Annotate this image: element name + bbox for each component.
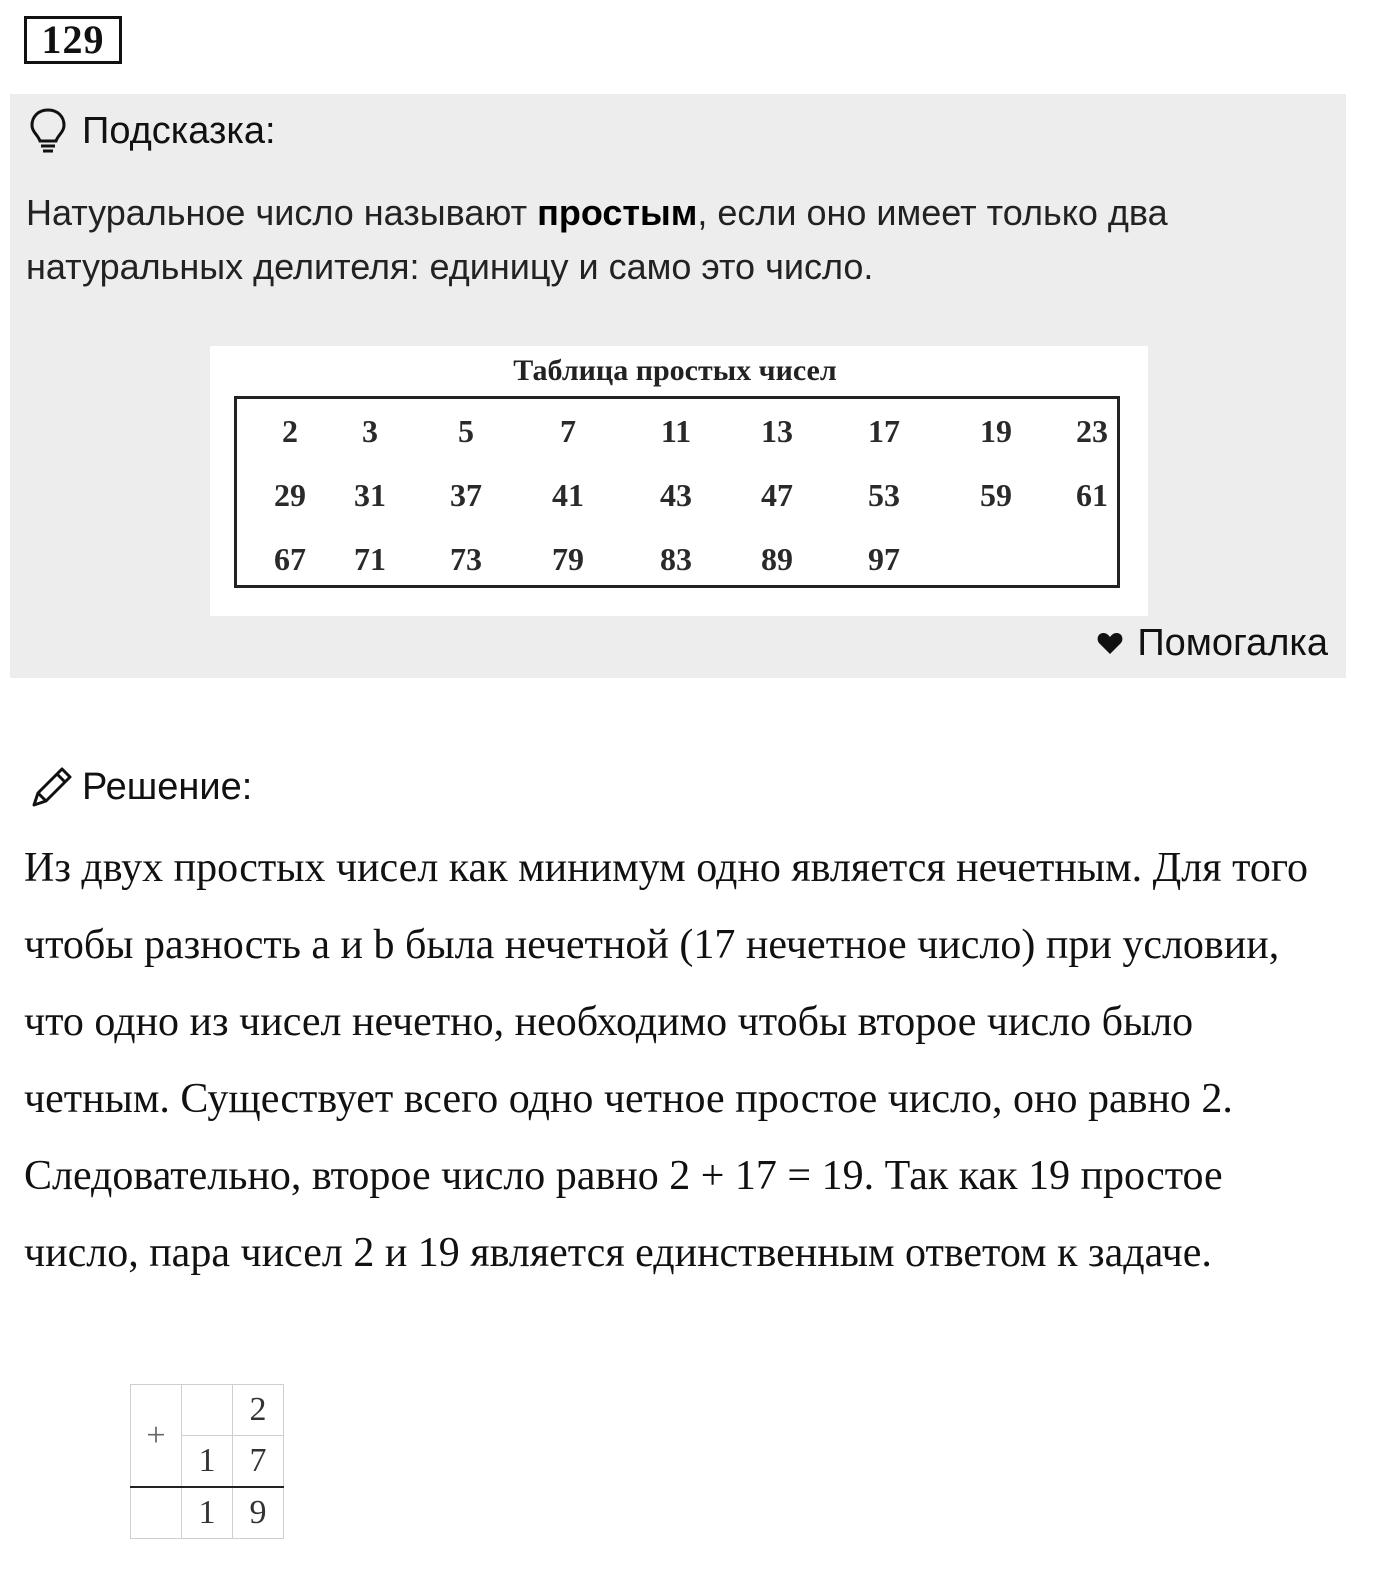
calc-cell: 7 <box>233 1436 284 1488</box>
prime-cell: 97 <box>868 541 900 577</box>
prime-cell: 2 <box>282 413 298 449</box>
hint-text-bold: простым <box>537 192 698 233</box>
plus-sign: + <box>131 1385 182 1488</box>
prime-cell: 89 <box>761 541 793 577</box>
prime-cell: 29 <box>274 477 306 513</box>
calc-cell <box>182 1385 233 1436</box>
prime-cell: 37 <box>450 477 482 513</box>
brand-label: Помогалка <box>1137 621 1328 664</box>
solution-header <box>28 762 252 812</box>
prime-cell: 61 <box>1076 477 1108 513</box>
prime-cell: 73 <box>450 541 482 577</box>
prime-cell: 43 <box>660 477 692 513</box>
calc-cell <box>131 1487 182 1539</box>
prime-cell: 47 <box>761 477 793 513</box>
task-number: 129 <box>24 16 122 64</box>
prime-table-image <box>210 346 1148 616</box>
prime-cell: 19 <box>980 413 1012 449</box>
heart-icon <box>1097 631 1123 655</box>
pencil-icon <box>28 763 76 811</box>
hint-title: Подсказка: <box>82 109 276 152</box>
prime-row <box>237 541 1117 581</box>
hint-definition <box>26 186 1326 294</box>
hint-text-before: Натуральное число называют <box>26 192 538 233</box>
hint-text-after: , если оно имеет только два натуральных делителя: единицу и само это число. <box>26 192 1168 287</box>
calc-cell: 2 <box>233 1385 284 1436</box>
solution-text: Из двух простых чисел как минимум одно является нечетным. Для того чтобы разность a и b была нечетной (17 нечетное число) при условии, что одно из чисел нечетно, необходимо чтобы второе число было четным. Существует всего одно четное простое число, оно равно 2. Следовательно, второе число равно 2 + 17 = 19. Так как 19 простое число, пара чисел 2 и 19 является единственным ответом к задаче. <box>24 845 1309 1276</box>
calc-result-cell: 9 <box>233 1487 284 1539</box>
hint-box <box>10 94 1346 678</box>
prime-cell: 53 <box>868 477 900 513</box>
solution-title: Решение: <box>82 765 253 808</box>
calc-result-cell: 1 <box>182 1487 233 1539</box>
prime-table-title: Таблица простых чисел <box>513 354 837 387</box>
lightbulb-icon <box>28 107 68 155</box>
prime-cell: 59 <box>980 477 1012 513</box>
prime-row <box>237 413 1117 453</box>
prime-cell: 79 <box>552 541 584 577</box>
prime-cell: 83 <box>660 541 692 577</box>
prime-cell: 31 <box>354 477 386 513</box>
prime-cell: 5 <box>458 413 474 449</box>
prime-cell: 13 <box>761 413 793 449</box>
prime-cell: 67 <box>274 541 306 577</box>
prime-table <box>234 396 1120 588</box>
brand-link[interactable] <box>1097 620 1328 666</box>
prime-cell: 23 <box>1076 413 1108 449</box>
prime-cell: 17 <box>868 413 900 449</box>
hint-header <box>28 106 276 156</box>
calc-cell: 1 <box>182 1436 233 1488</box>
prime-cell: 3 <box>362 413 378 449</box>
prime-cell: 11 <box>660 413 692 449</box>
prime-cell: 71 <box>354 541 386 577</box>
prime-cell: 41 <box>552 477 584 513</box>
prime-cell: 7 <box>560 413 576 449</box>
column-addition <box>130 1384 284 1539</box>
prime-row <box>237 477 1117 517</box>
